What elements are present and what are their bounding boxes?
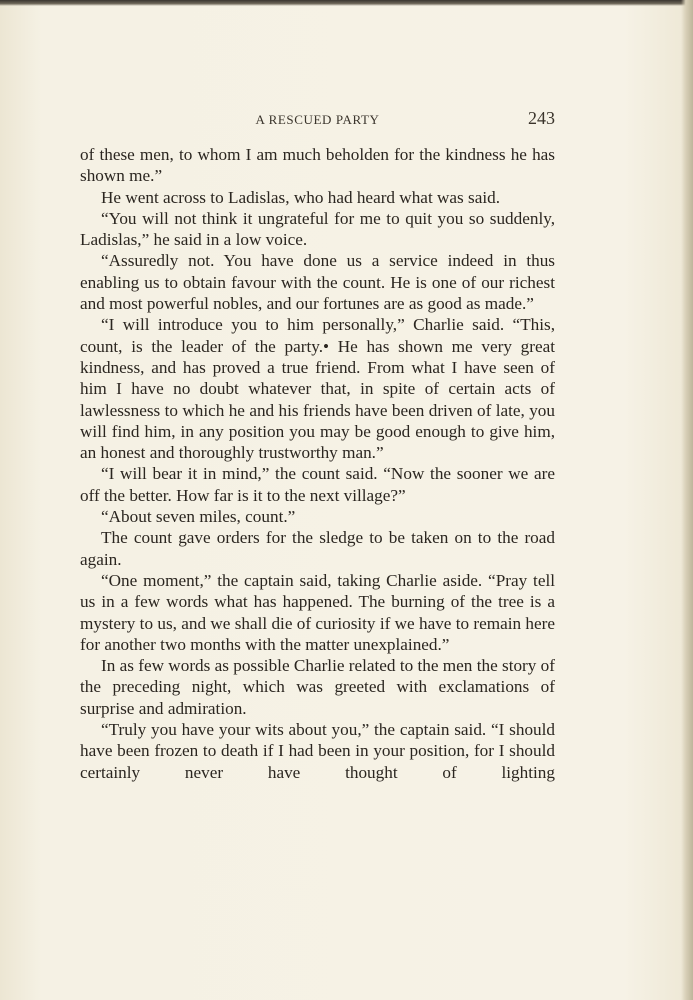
paragraph: “I will introduce you to him personally,” Charlie said. “This, count, is the leader of the party.• He has shown me very great kindness, and has proved a true friend. From what I have seen of him I have no doubt whatever that, in spite of certain acts of lawlessness to which he and his friends have been driven of late, you will find him, in any position you may be good enough to give him, an honest and thoroughly trustworthy man.”	[80, 315, 555, 463]
page-number: 243	[528, 108, 555, 128]
page-top-edge	[0, 0, 693, 6]
paragraph: He went across to Ladislas, who had heard what was said.	[101, 187, 501, 207]
paragraph: “I will bear it in mind,” the count said. “Now the sooner we are off the better. How far is it to the next village?”	[80, 464, 555, 505]
page-right-edge	[681, 0, 693, 1000]
paragraph: “Assuredly not. You have done us a service indeed in thus enabling us to obtain favour with the count. He is one of our richest and most powerful nobles, and our fortunes are as good as made.”	[80, 251, 555, 314]
paragraph: In as few words as possible Charlie related to the men the story of the preceding night, which was greeted with exclamations of surprise and admiration.	[80, 656, 555, 718]
body-text	[80, 144, 555, 783]
paragraph: “Truly you have your wits about you,” the captain said. “I should have been frozen to death if I had been in your position, for I should certainly never have thought of lighting	[80, 720, 555, 782]
paragraph: The count gave orders for the sledge to be taken on to the road again.	[80, 528, 555, 569]
paragraph: “One moment,” the captain said, taking Charlie aside. “Pray tell us in a few words what has happened. The burning of the tree is a mystery to us, and we shall die of curiosity if we have to remain here for another two months with the matter unexplained.”	[80, 570, 555, 654]
paragraph: of these men, to whom I am much beholden for the kindness he has shown me.”	[80, 145, 555, 186]
page-header	[80, 108, 555, 134]
paragraph: “About seven miles, count.”	[101, 507, 296, 527]
paragraph: “You will not think it ungrateful for me to quit you so suddenly, Ladislas,” he said in a low voice.	[80, 208, 555, 250]
running-title: A RESCUED PARTY	[255, 112, 380, 127]
